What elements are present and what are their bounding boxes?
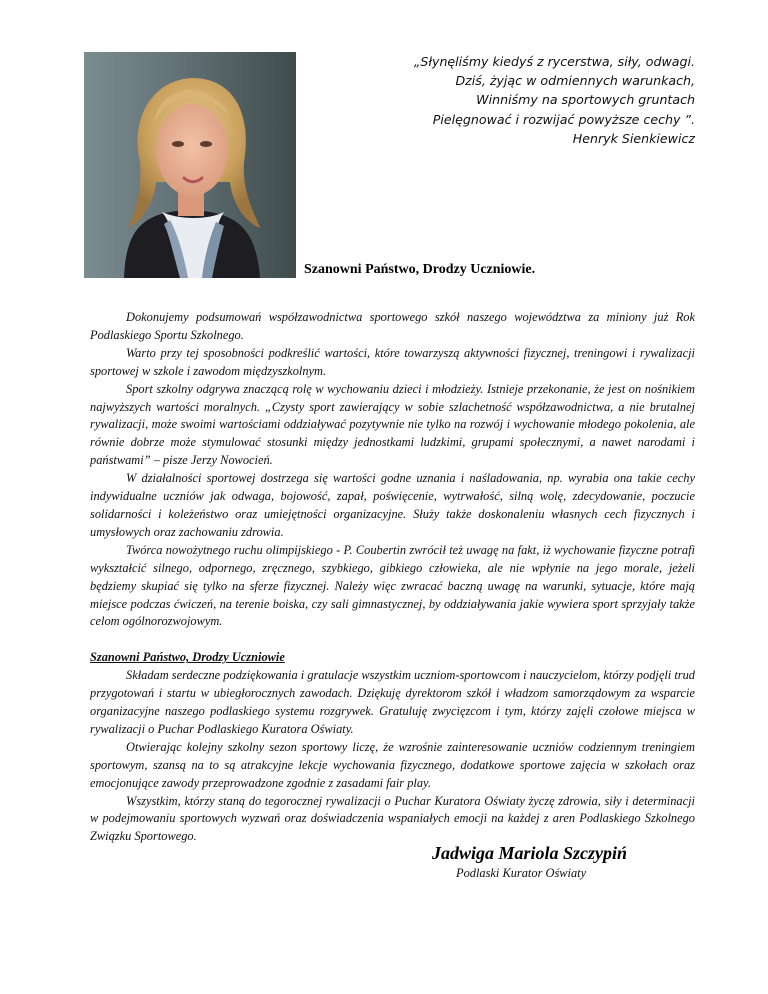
second-greeting-heading: Szanowni Państwo, Drodzy Uczniowie	[90, 650, 285, 665]
body-paragraph: Warto przy tej sposobności podkreślić wartości, które towarzyszą aktywności fizycznej, treningowi i rywalizacji sportowej w szkole i zawodom międzyszkolnym.	[90, 345, 695, 378]
body-paragraph: Dokonujemy podsumowań współzawodnictwa sportowego szkół naszego województwa za miniony już Rok Podlaskiego Sportu Szkolnego.	[90, 310, 695, 342]
greeting-heading: Szanowni Państwo, Drodzy Uczniowie.	[304, 262, 536, 277]
letter-body	[90, 309, 695, 846]
quote-line: Dziś, żyjąc w odmiennych warunkach,	[455, 73, 695, 89]
quote-line: „Słynęliśmy kiedyś z rycerstwa, siły, odwagi.	[413, 54, 695, 69]
quote-line: Winniśmy na sportowych gruntach	[476, 92, 695, 108]
signature-name: Jadwiga Mariola Szczypiń	[432, 843, 628, 863]
body-paragraph: Sport szkolny odgrywa znaczącą rolę w wychowaniu dzieci i młodzieży. Istnieje przekonanie, że jest on nośnikiem najwyższych wartości moralnych. „Czysty sport zawierający w sobie szlachetność współzawodnictwa, a nie brutalnej rywalizacji, może swoimi wartościami oddziaływać pozytywnie nie tylko na rozwój i wychowanie młodego pokolenia, ale równie dobrze może stymulować stosunki między jednostkami ludzkimi, grupami społecznymi, a nawet narodami i państwami” – pisze Jerzy Nowocień.	[90, 381, 695, 468]
signature-role: Podlaski Kurator Oświaty	[456, 866, 587, 880]
quote-author: Henryk Sienkiewicz	[572, 130, 695, 146]
portrait-photo	[84, 52, 296, 278]
epigraph-quote	[315, 52, 695, 148]
body-paragraph: Składam serdeczne podziękowania i gratulacje wszystkim uczniom-sportowcom i nauczycielom, którzy podjęli trud przygotowań i startu w ubiegłorocznych zawodach. Dziękuję dyrektorom szkół i władzom samorządowym za wsparcie organizacyjne naszego podlaskiego systemu rozgrywek. Gratuluję zwycięzcom i tym, którzy zajęli czołowe miejsca w rywalizacji o Puchar Podlaskiego Kuratora Oświaty.	[90, 668, 695, 736]
body-paragraph: Twórca nowożytnego ruchu olimpijskiego - P. Coubertin zwrócił też uwagę na fakt, iż wychowanie fizyczne potrafi wykształcić silnego, odpornego, zręcznego, szybkiego, gibkiego człowieka, ale nie wpłynie na jego morale, jeżeli będziemy skupiać się tylko na sferze fizycznej. Należy więc zwracać baczną uwagę na warunki, sytuacje, które mają miejsce podczas ćwiczeń, na terenie boiska, czy sali gimnastycznej, by oddziaływania jakie wywiera sport sprzyjały także celom ogólnorozwojowym.	[90, 542, 695, 629]
quote-line: Pielęgnować i rozwijać powyższe cechy ”.	[432, 111, 695, 127]
body-paragraph: W działalności sportowej dostrzega się wartości godne uznania i naśladowania, np. wyrabia ona takie cechy indywidualne uczniów jak odwaga, bojowość, zapał, poświęcenie, wytrwałość, silną wolę, zdecydowanie, poczucie solidarności i koleżeństwo oraz umiejętności organizacyjne. Służy także doskonaleniu własnych cech fizycznych i umysłowych oraz zachowaniu zdrowia.	[90, 471, 695, 539]
body-paragraph: Otwierając kolejny szkolny sezon sportowy liczę, że wzrośnie zainteresowanie uczniów codziennym treningiem sportowym, szansą na to są atrakcyjne lekcje wychowania fizycznego, dodatkowe sportowe zajęcia w szkołach oraz emocjonujące zawody przeprowadzone zgodnie z zasadami fair play.	[90, 739, 695, 790]
body-paragraph: Wszystkim, którzy staną do tegorocznej rywalizacji o Puchar Kuratora Oświaty życzę zdrowia, siły i determinacji w podejmowaniu sportowych wyzwań oraz doświadczenia wspaniałych emocji na każdej z aren Podlaskiego Szkolnego Związku Sportowego.	[90, 793, 695, 844]
